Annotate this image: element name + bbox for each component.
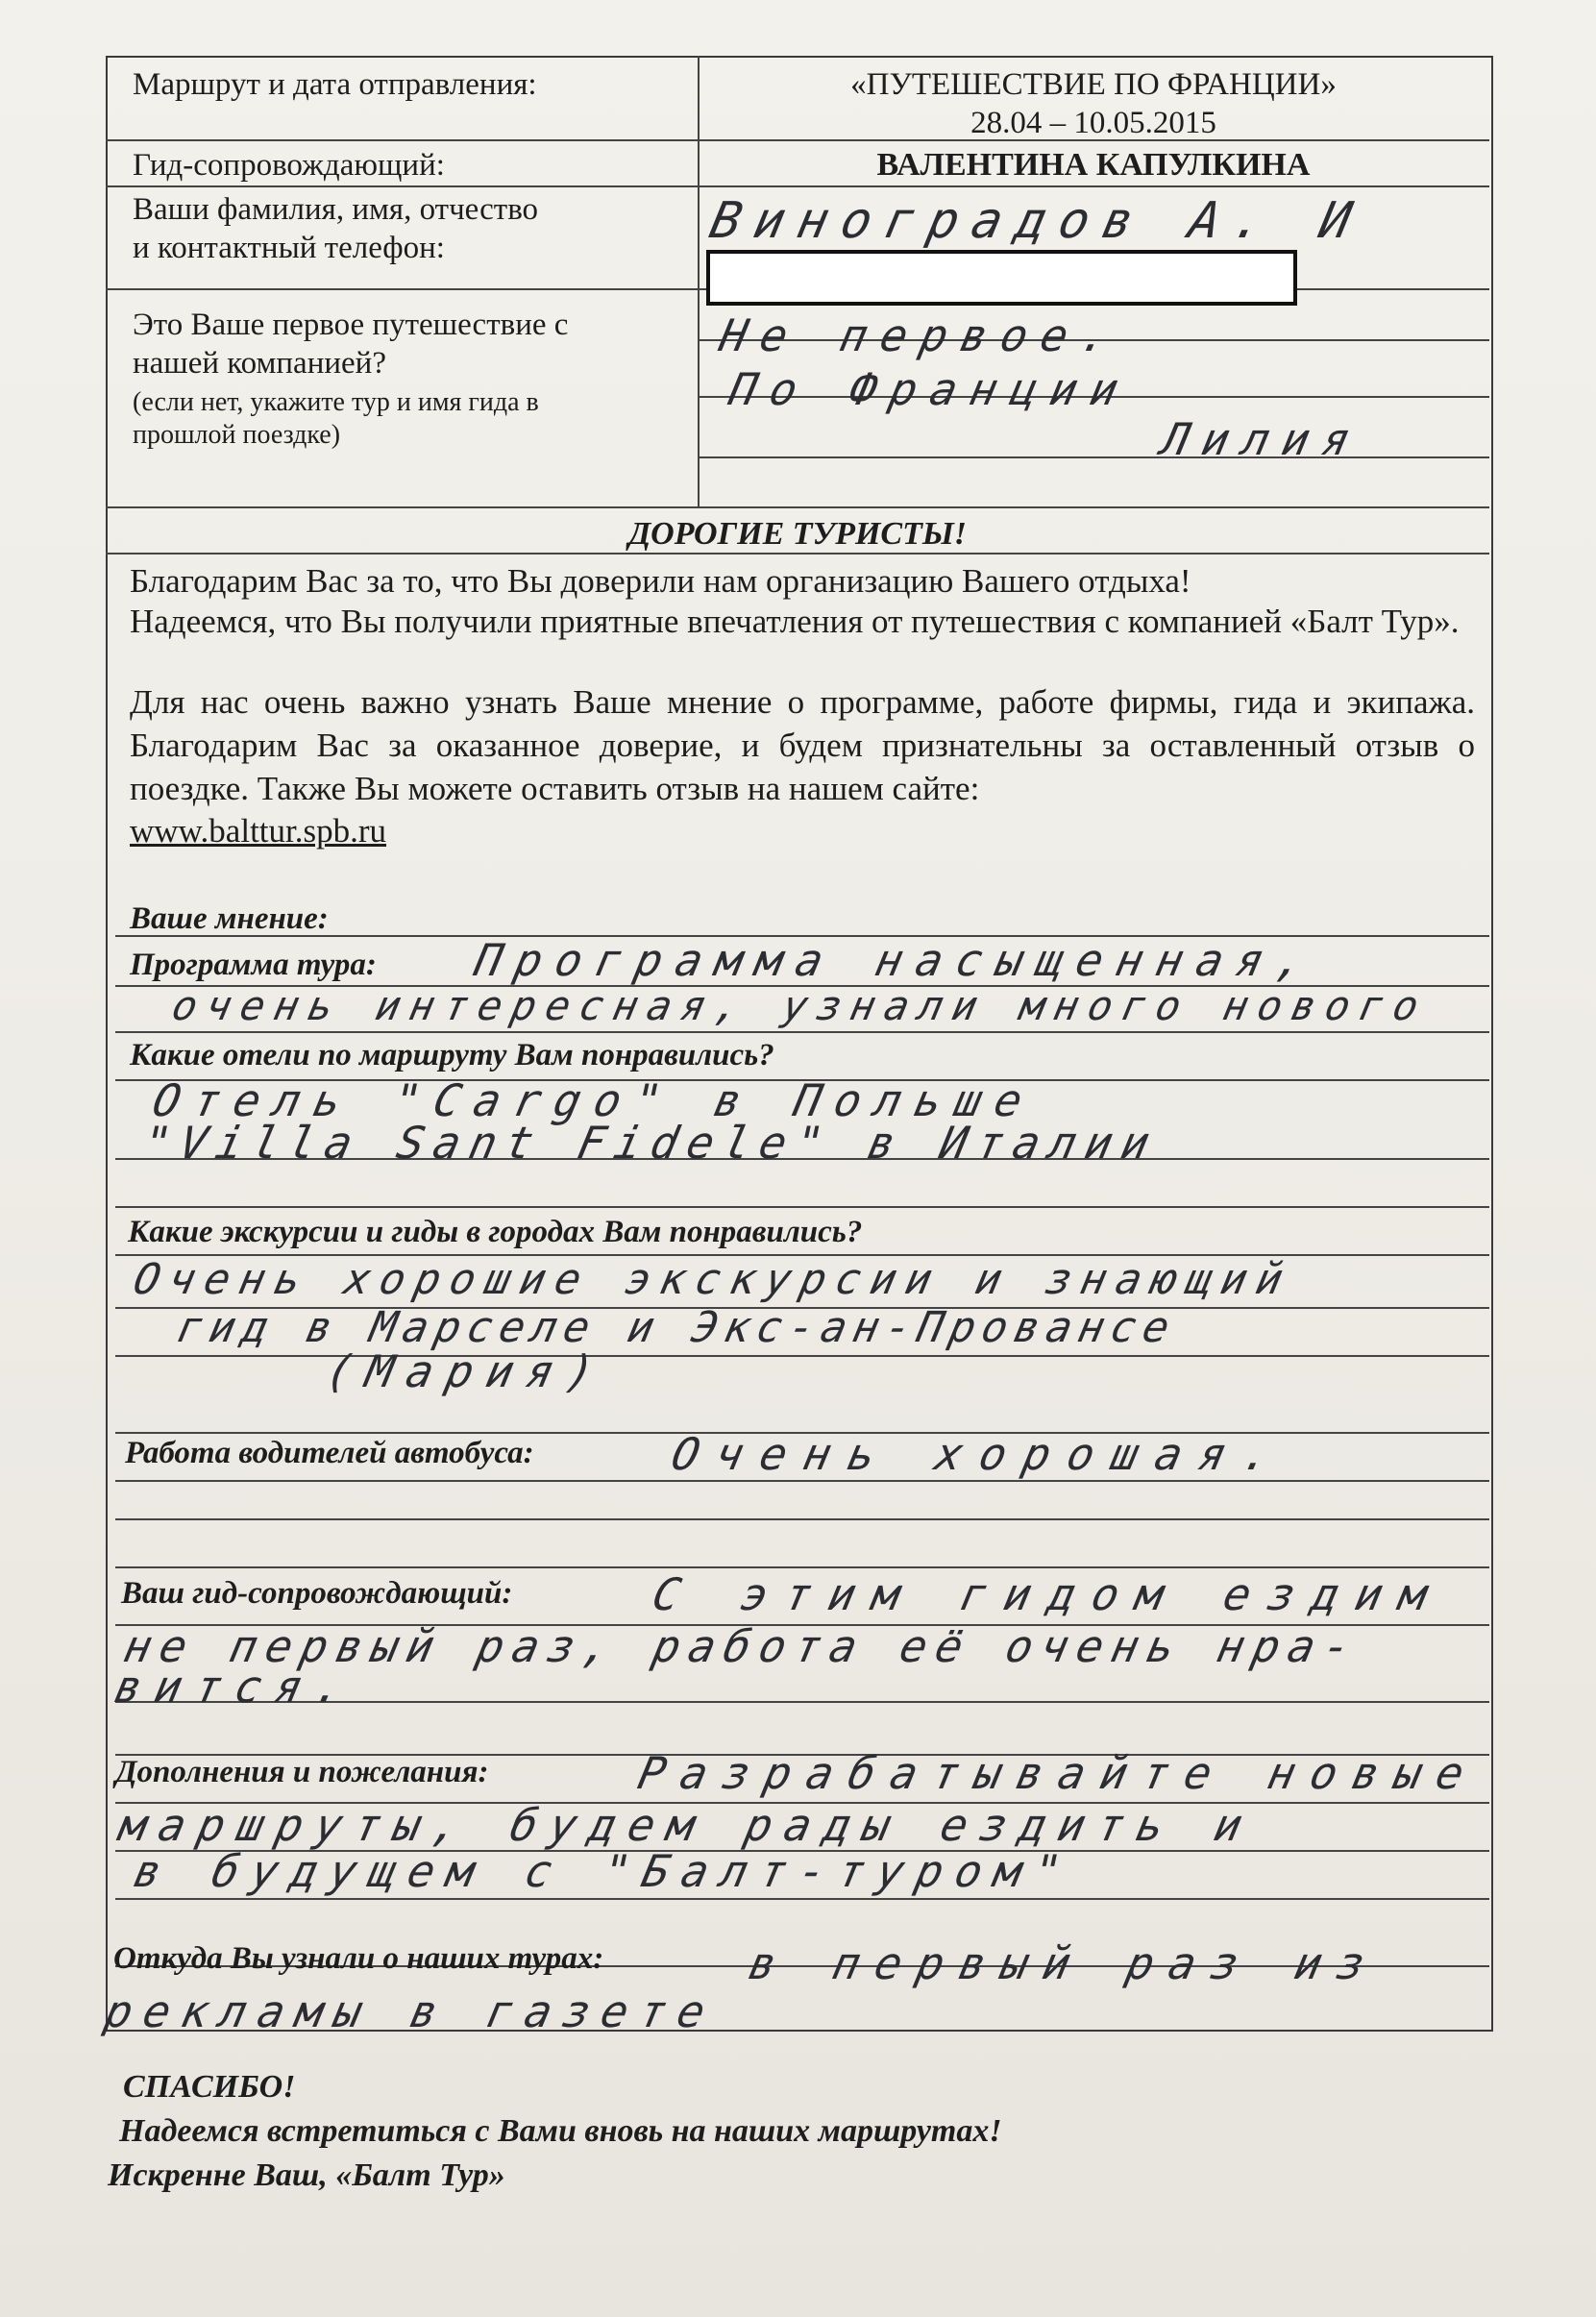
first-trip-answer-line-3: Лилия [1157,413,1369,465]
first-trip-hint-line-2: прошлой поездке) [133,420,341,450]
excursions-label: Какие экскурсии и гиды в городах Вам понравились? [128,1215,863,1249]
first-trip-answer-line-1: Не первое. [715,309,1127,361]
guide-opinion-label: Ваш гид-сопровождающий: [121,1576,513,1611]
redacted-phone-box [706,250,1297,306]
intro-title-divider [106,553,1489,555]
first-trip-label-line-1: Это Ваше первое путешествие с [133,308,569,342]
guide-name: ВАЛЕНТИНА КАПУЛКИНА [876,147,1311,183]
source-answer-line-2: рекламы в газете [100,1985,722,2037]
wishes-answer-line-2: маршруты, будем рады ездить и [114,1799,1260,1851]
excursions-answer-line-2: гид в Марселе и Экс-ан-Провансе [172,1303,1181,1352]
wishes-answer-line-1: Разрабатывайте новые [633,1747,1485,1799]
guide-answer-line-3: вится. [110,1661,361,1713]
opinion-heading: Ваше мнение: [130,901,329,936]
program-label: Программа тура: [130,948,377,982]
intro-paragraph-2: Надеемся, что Вы получили приятные впечатления от путешествия с компанией «Балт Тур». [130,603,1460,640]
row-divider [106,506,1489,508]
excursions-answer-line-1: Очень хорошие экскурсии и знающий [129,1255,1297,1304]
guide-answer-line-1: С этим гидом ездим [648,1568,1450,1620]
guide-label: Гид-сопровождающий: [133,148,445,183]
ruled-line [115,1206,1489,1208]
thanks-text: СПАСИБО! [123,2069,296,2105]
ruled-line [115,1898,1489,1900]
first-trip-answer-line-2: По Франции [724,363,1137,415]
excursions-answer-line-3: (Мария) [321,1345,613,1397]
program-answer-line-1: Программа насыщенная, [470,934,1323,986]
ruled-line [115,1480,1489,1482]
tour-dates: 28.04 – 10.05.2015 [970,106,1216,140]
guide-answer-line-2: не первый раз, работа её очень нра- [119,1620,1365,1672]
website-link[interactable]: www.balttur.spb.ru [130,812,387,850]
name-label-line-1: Ваши фамилия, имя, отчество [133,192,539,227]
first-trip-hint-line-1: (если нет, укажите тур и имя гида в [133,387,539,417]
row-divider [698,456,1489,458]
hotels-answer-line-2: "Villa Sant Fidele" в Италии [138,1117,1165,1169]
name-label-line-2: и контактный телефон: [133,231,445,265]
program-answer-line-2: очень интересная, узнали много нового [167,982,1433,1029]
hotels-label: Какие отели по маршруту Вам понравились? [130,1038,774,1072]
first-trip-label-line-2: нашей компанией? [133,346,386,381]
row-divider [106,185,1489,187]
wishes-answer-line-3: в будущем с "Балт-туром" [129,1845,1079,1897]
source-label: Откуда Вы узнали о наших турах: [113,1941,604,1976]
hope-text: Надеемся встретиться с Вами вновь на наших маршрутах! [119,2113,1002,2149]
hotels-answer-line-1: Отель "Cargo" в Польше [148,1074,1042,1126]
drivers-answer: Очень хорошая. [667,1428,1293,1480]
sign-text: Искренне Ваш, «Балт Тур» [108,2157,505,2193]
intro-title: ДОРОГИЕ ТУРИСТЫ! [627,516,968,552]
wishes-label: Дополнения и пожелания: [115,1755,489,1789]
intro-paragraph-1: Благодарим Вас за то, что Вы доверили нам организацию Вашего отдыха! [130,562,1191,600]
intro-paragraph-3: Для нас очень важно узнать Ваше мнение о программе, работе фирмы, гида и экипажа. Благодарим Вас за оказанное доверие, и будем признательны за оставленный отзыв о поездке. Также Вы можете оставить отзыв на нашем сайте: [130,683,1475,807]
drivers-label: Работа водителей автобуса: [125,1436,534,1470]
tour-title: «ПУТЕШЕСТВИЕ ПО ФРАНЦИИ» [850,67,1337,102]
route-label: Маршрут и дата отправления: [133,67,537,102]
name-answer: Виноградов А. И [704,192,1370,250]
ruled-line [115,1355,1489,1357]
source-answer-line-1: в первый раз из [744,1937,1386,1989]
ruled-line [115,1031,1489,1033]
ruled-line [115,1518,1489,1520]
